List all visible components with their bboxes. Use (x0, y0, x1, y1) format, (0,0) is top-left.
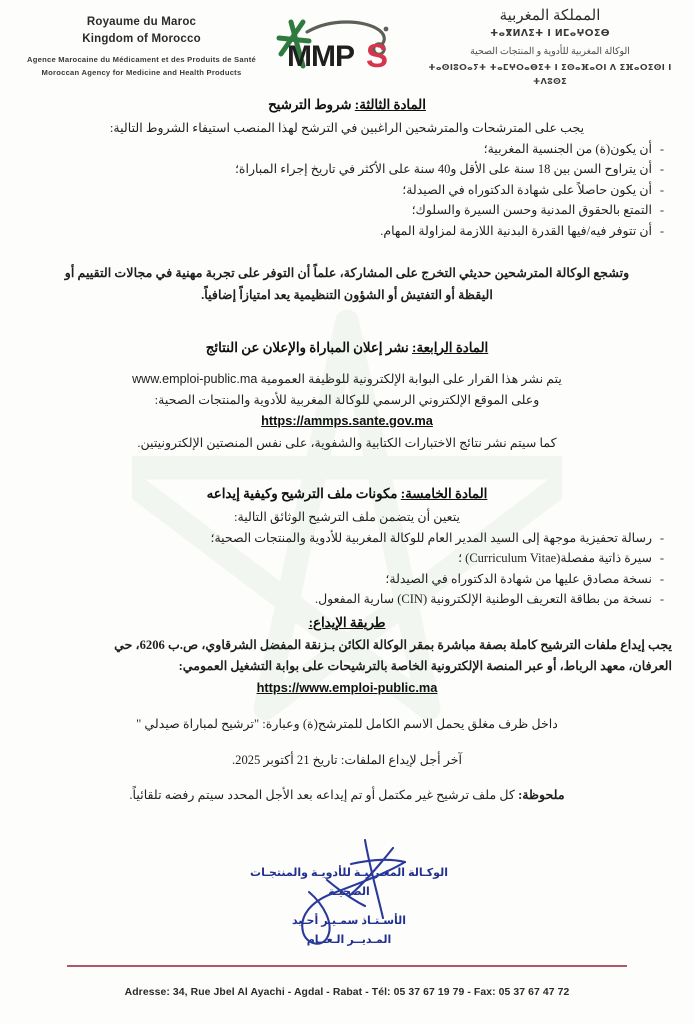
footer-divider (67, 965, 627, 967)
bullet-dash-icon: - (659, 141, 665, 156)
article3-intro: يجب على المترشحات والمترشحين الراغبين في الترشح لهذا المنصب استيفاء الشروط التالية: (109, 120, 585, 135)
signature-name: الأسـتـاذ سمـيـر أحـيد (291, 915, 407, 928)
emploi-public-url-text: www.emploi-public.ma (132, 372, 258, 387)
list-item-label: التمتع بالحقوق المدنية وحسن السيرة والسلوك؛ (411, 203, 652, 218)
bullet-dash-icon: - (659, 182, 665, 197)
list-item-label: نسخة مصادق عليها من شهادة الدكتوراه في الصيدلة؛ (385, 571, 652, 586)
emploi-public-link[interactable]: https://www.emploi-public.ma (256, 679, 438, 695)
list-item (28, 221, 672, 242)
list-item (28, 548, 672, 569)
deposit-note (22, 785, 672, 805)
list-item (28, 589, 672, 610)
spacer (22, 770, 672, 785)
bullet-dash-icon: - (659, 592, 665, 607)
list-item-label: أن تتوفر فيه/فيها القدرة البدنية اللازمة لمزاولة المهام. (380, 223, 652, 238)
deposit-line2: العرفان، معهد الرباط، أو عبر المنصة الإلكترونية الخاصة بالترشيحات على بوابة التشغيل العمومي: (178, 659, 672, 674)
list-item (28, 159, 672, 180)
list-item (28, 200, 672, 221)
article3-title (22, 94, 672, 116)
bullet-dash-icon: - (659, 223, 665, 238)
article4-title-label: المادة الرابعة: (412, 339, 489, 355)
spacer (22, 453, 672, 475)
list-item-label: أن يكون(ة) من الجنسية المغربية؛ (483, 141, 652, 156)
spacer (22, 735, 672, 750)
header-right-arabic (419, 4, 681, 87)
kingdom-en: Kingdom of Morocco (82, 32, 201, 45)
deposit-title (22, 612, 672, 634)
spacer (22, 699, 672, 714)
list-item-label: أن يتراوح السن بين 18 سنة على الأقل و40 سنة على الأكثر في تاريخ إجراء المباراة؛ (234, 162, 652, 177)
deposit-note-label: ملحوظة: (518, 788, 565, 803)
article4-title-rest: نشر إعلان المباراة والإعلان عن النتائج (205, 339, 413, 355)
article3-title-label: المادة الثالثة: (354, 97, 426, 112)
article5-title (22, 483, 672, 505)
document-header (0, 0, 694, 86)
encouragement-paragraph (22, 263, 672, 306)
signature-role: المـديــر الـعــام (306, 934, 392, 947)
list-item-label: أن يكون حاصلاً على شهادة الدكتوراه في الصيدلة؛ (402, 182, 652, 197)
spacer (22, 360, 672, 369)
deposit-line1: يجب إيداع ملفات الترشيح كاملة بصفة مباشرة بمقر الوكالة الكائن بـزنقة المفضل الشرقاوي، ص.ب 6206، حي (114, 638, 672, 653)
agency-en: Moroccan Agency for Medicine and Health Products (41, 68, 242, 78)
encouragement-line1: وتشجع الوكالة المترشحين حديثي التخرج على المشاركة، علماً أن التوفر على تجربة مهنية في مجالات التقييم أو (64, 266, 630, 281)
bullet-dash-icon: - (659, 203, 665, 218)
encouragement-line2: اليقظة أو التفتيش أو الشؤون التنظيمية يعد امتيازاً إضافياً. (201, 288, 493, 303)
signature-text (209, 864, 489, 951)
ammps-logo (269, 14, 419, 78)
article5-bullet-block (22, 528, 672, 610)
kingdom-tifinagh: ⵜⴰⴳⵍⴷⵉⵜ ⵏ ⵍⵎⴰⵖⵔⵉⴱ (490, 27, 610, 39)
bullet-dash-icon: - (659, 551, 665, 566)
article4-line1-prefix: يتم نشر هذا القرار على البوابة الإلكترونية للوظيفة العمومية (257, 372, 562, 387)
deposit-title-label: طريقة الإيداع: (308, 614, 386, 630)
bullet-dash-icon: - (659, 162, 665, 177)
kingdom-fr: Royaume du Maroc (86, 15, 197, 28)
article5-title-rest: مكونات ملف الترشيح وكيفية إيداعه (206, 486, 401, 502)
article4-title (22, 337, 672, 359)
article5-bullets (28, 528, 672, 610)
ammps-website-link[interactable]: https://ammps.sante.gov.ma (261, 412, 433, 428)
svg-text:S: S (366, 37, 389, 74)
article4-line2: وعلى الموقع الإلكتروني الرسمي للوكالة المغربية للأدوية والمنتجات الصحية: (154, 392, 540, 407)
article3-bullets (28, 139, 672, 242)
bullet-dash-icon: - (659, 530, 665, 545)
article3-bullet-block (22, 139, 672, 242)
article4-line3: كما سيتم نشر نتائج الاختبارات الكتابية والشفوية، على نفس المنصتين الإلكترونيتين. (137, 435, 557, 450)
agency-ar: الوكالة المغربية للأدوية و المنتجات الصحية (470, 47, 630, 58)
bullet-dash-icon: - (659, 571, 665, 586)
article4-line1 (22, 369, 672, 389)
list-item-label: رسالة تحفيزية موجهة إلى السيد المدير العام للوكالة المغربية للأدوية والمنتجات الصحية؛ (210, 530, 652, 545)
signature-agency-line2: الصحيـة (328, 885, 370, 898)
spacer (22, 307, 672, 329)
list-item (28, 139, 672, 160)
list-item (28, 180, 672, 201)
kingdom-ar: المملكة المغربية (499, 8, 601, 25)
list-item-label: سيرة ذاتية مفصلة(Curriculum Vitae) ؛ (458, 551, 652, 566)
signature-agency-line1: الوكـالة المغـربيـة للأدويـة والمنتجـات (250, 866, 448, 879)
deposit-envelope-instruction: داخل ظرف مغلق يحمل الاسم الكامل للمترشح(ة) وعبارة: "ترشيح لمباراة صيدلي " (136, 717, 558, 732)
list-item (28, 528, 672, 549)
agency-fr: Agence Marocaine du Médicament et des Produits de Santé (27, 55, 256, 65)
article5-intro: يتعين أن يتضمن ملف الترشيح الوثائق التالية: (233, 509, 461, 524)
deposit-note-text: كل ملف ترشيح غير مكتمل أو تم إيداعه بعد الأجل المحدد سيتم رفضه تلقائياً. (129, 788, 519, 803)
deposit-deadline: آخر أجل لإيداع الملفات: تاريخ 21 أكتوبر 2025. (231, 752, 462, 767)
list-item (28, 569, 672, 590)
article5-title-label: المادة الخامسة: (400, 486, 488, 502)
header-left-french (14, 12, 269, 80)
agency-tifinagh: ⵜⴰⵙⵏⵓⵔⴰⵢⵜ ⵜⴰⵎⵖⵔⴰⴱⵉⵜ ⵏ ⵉⵙⴰⴼⴰⵔⵏ ⴷ ⵉⴼⴰⵔⵉⵙⵏ ⵏ ⵜⴷⵓⵙⵉ (428, 62, 672, 86)
document-footer (0, 965, 694, 1024)
svg-text:MMP: MMP (287, 40, 354, 73)
list-item-label: نسخة من بطاقة التعريف الوطنية الإلكترونية (CIN) سارية المفعول. (314, 592, 652, 607)
signature-block (0, 834, 694, 964)
footer-address: Adresse: 34, Rue Jbel Al Ayachi - Agdal - Rabat - Tél: 05 37 67 19 79 - Fax: 05 37 67 47 72 (124, 987, 570, 998)
spacer (22, 241, 672, 263)
document-body (0, 94, 694, 806)
article3-title-rest: شروط الترشيح (268, 97, 355, 112)
